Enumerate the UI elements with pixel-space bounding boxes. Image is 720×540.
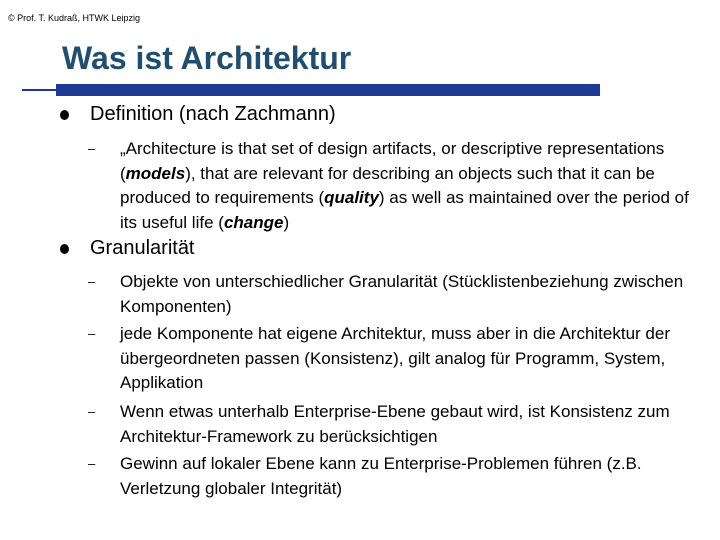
sub-bullet-komponente-text: jede Komponente hat eigene Architektur, muss aber in die Architektur der übergeordneten passen (Konsistenz), gilt analog für Programm, System, Applikation <box>120 324 670 392</box>
slide-title: Was ist Architektur <box>62 40 352 76</box>
dash-icon: – <box>88 456 96 471</box>
bullet-granularitaet-text: Granularität <box>90 237 195 259</box>
title-underline-bar <box>56 84 600 96</box>
sub-bullet-objekte-text: Objekte von unterschiedlicher Granularität (Stücklistenbeziehung zwischen Komponenten) <box>120 272 684 316</box>
quote-part-1: „Architecture is that set of design artifacts, or descriptive representations ( <box>120 139 665 183</box>
sub-bullet-objekte <box>88 270 700 319</box>
bullet-dot-icon <box>60 244 69 254</box>
dash-icon: – <box>88 404 96 419</box>
bullet-granularitaet <box>90 237 195 260</box>
sub-bullet-zachmann-quote <box>88 137 700 235</box>
title-underline <box>22 84 600 96</box>
quote-emphasis-change: change <box>223 212 284 232</box>
copyright-notice: © Prof. T. Kudraß, HTWK Leipzig <box>8 13 141 23</box>
quote-part-3: ) as well as maintained over the period of its useful life ( <box>120 188 689 232</box>
sub-bullet-enterprise-ebene <box>88 400 700 449</box>
quote-part-4: ) <box>283 212 290 232</box>
sub-bullet-komponente <box>88 322 700 396</box>
quote-emphasis-quality: quality <box>324 188 379 207</box>
sub-bullet-enterprise-ebene-text: Wenn etwas unterhalb Enterprise-Ebene gebaut wird, ist Konsistenz zum Architektur-Framework zu berücksichtigen <box>120 402 670 446</box>
quote-emphasis-models: models <box>125 163 186 183</box>
bullet-definition-text: Definition (nach Zachmann) <box>90 103 336 125</box>
dash-icon: – <box>88 326 96 341</box>
dash-icon: – <box>88 141 96 156</box>
sub-bullet-gewinn-text: Gewinn auf lokaler Ebene kann zu Enterprise-Problemen führen (z.B. Verletzung globaler Integrität) <box>120 454 642 498</box>
dash-icon: – <box>88 274 96 289</box>
sub-bullet-gewinn <box>88 452 700 501</box>
bullet-definition <box>90 103 336 126</box>
quote-part-2: ), that are relevant for describing an objects such that it can be produced to requirements ( <box>120 163 655 207</box>
bullet-dot-icon <box>60 110 69 120</box>
